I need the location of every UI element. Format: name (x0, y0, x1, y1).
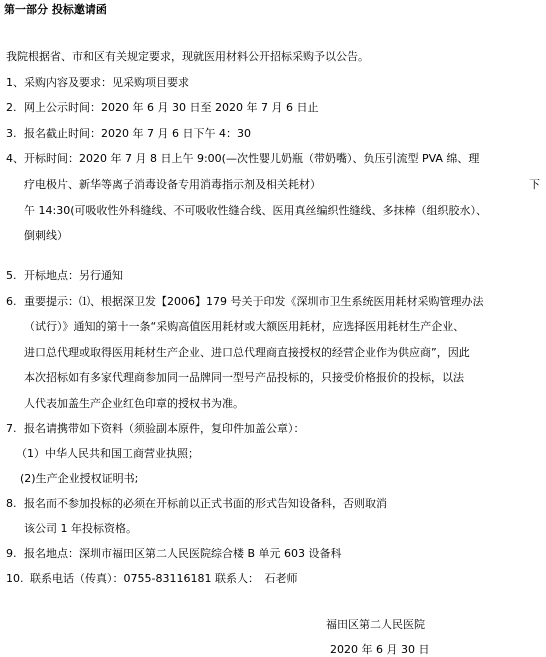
signature-organization: 福田区第二人民医院 (326, 618, 425, 631)
item-text: 报名请携带如下资料（须验副本原件，复印件加盖公章）： (24, 422, 305, 435)
item-text-line: 重要提示：⑴、根据深卫发【2006】179 号关于印发《深圳市卫生系统医用耗材采购管理办法 (24, 295, 484, 308)
item-number: 2. (6, 101, 17, 114)
item-text-line: （试行）》通知的第十一条“采购高值医用耗材或大额医用耗材，应选择医用耗材生产企业、 (24, 320, 465, 333)
item-text-line: 该公司 1 年投标资格。 (24, 522, 137, 535)
item-number: 9. (6, 547, 17, 560)
document-heading: 第一部分 投标邀请函 (4, 3, 107, 16)
item-text: 报名截止时间：2020 年 7 月 6 日下午 4：30 (24, 127, 251, 140)
item-number: 1、 (6, 76, 24, 89)
item-text-line: 进口总代理或取得医用耗材生产企业、进口总代理商直接授权的经营企业作为供应商”，因此 (24, 346, 470, 359)
list-item-2 (6, 101, 318, 115)
sub-item: （1）中华人民共和国工商营业执照； (16, 447, 199, 460)
item-text: 采购内容及要求：见采购项目要求 (24, 76, 189, 89)
item-text-line: 下 (529, 178, 540, 191)
item-number: 4、 (6, 152, 24, 165)
item-number: 10. (6, 572, 24, 585)
list-item-3 (6, 127, 251, 141)
item-text-line: 倒刺线） (24, 229, 68, 242)
item-text-line: 开标时间：2020 年 7 月 8 日上午 9:00(—次性婴儿奶瓶（带奶嘴）、负压引流型 PVA 绵、理 (24, 152, 480, 165)
signature-date: 2020 年 6 月 30 日 (330, 643, 430, 656)
item-text: 开标地点：另行通知 (24, 269, 123, 282)
list-item-5 (6, 269, 123, 283)
list-item-10 (6, 572, 297, 586)
sub-item: (2)生产企业授权证明书; (20, 472, 139, 485)
intro-paragraph: 我院根据省、市和区有关规定要求，现就医用材料公开招标采购予以公告。 (6, 50, 369, 63)
list-item-9 (6, 547, 342, 561)
item-number: 3. (6, 127, 17, 140)
item-text-line: 本次招标如有多家代理商参加同一品牌同一型号产品投标的，只接受价格报价的投标，以法 (24, 371, 464, 384)
item-number: 6. (6, 295, 17, 308)
item-text: 报名地点：深圳市福田区第二人民医院综合楼 B 单元 603 设备科 (24, 547, 342, 560)
item-number: 5. (6, 269, 17, 282)
item-text: 网上公示时间：2020 年 6 月 30 日至 2020 年 7 月 6 日止 (24, 101, 319, 114)
item-number: 7. (6, 422, 17, 435)
item-text: 联系电话（传真）：0755-83116181 联系人： 石老师 (30, 572, 298, 585)
item-number: 8. (6, 497, 17, 510)
item-text-line: 午 14:30(可吸收性外科缝线、不可吸收性缝合线、医用真丝编织性缝线、多抹棒（组织胶水）、 (24, 204, 487, 217)
list-item-1 (6, 76, 189, 90)
item-text-line: 人代表加盖生产企业红色印章的授权书为准。 (24, 397, 244, 410)
item-text-line: 报名而不参加投标的必须在开标前以正式书面的形式告知设备科，否则取消 (24, 497, 387, 510)
item-text-line: 疗电极片、新华等离子消毒设备专用消毒指示剂及相关耗材） (24, 178, 321, 191)
